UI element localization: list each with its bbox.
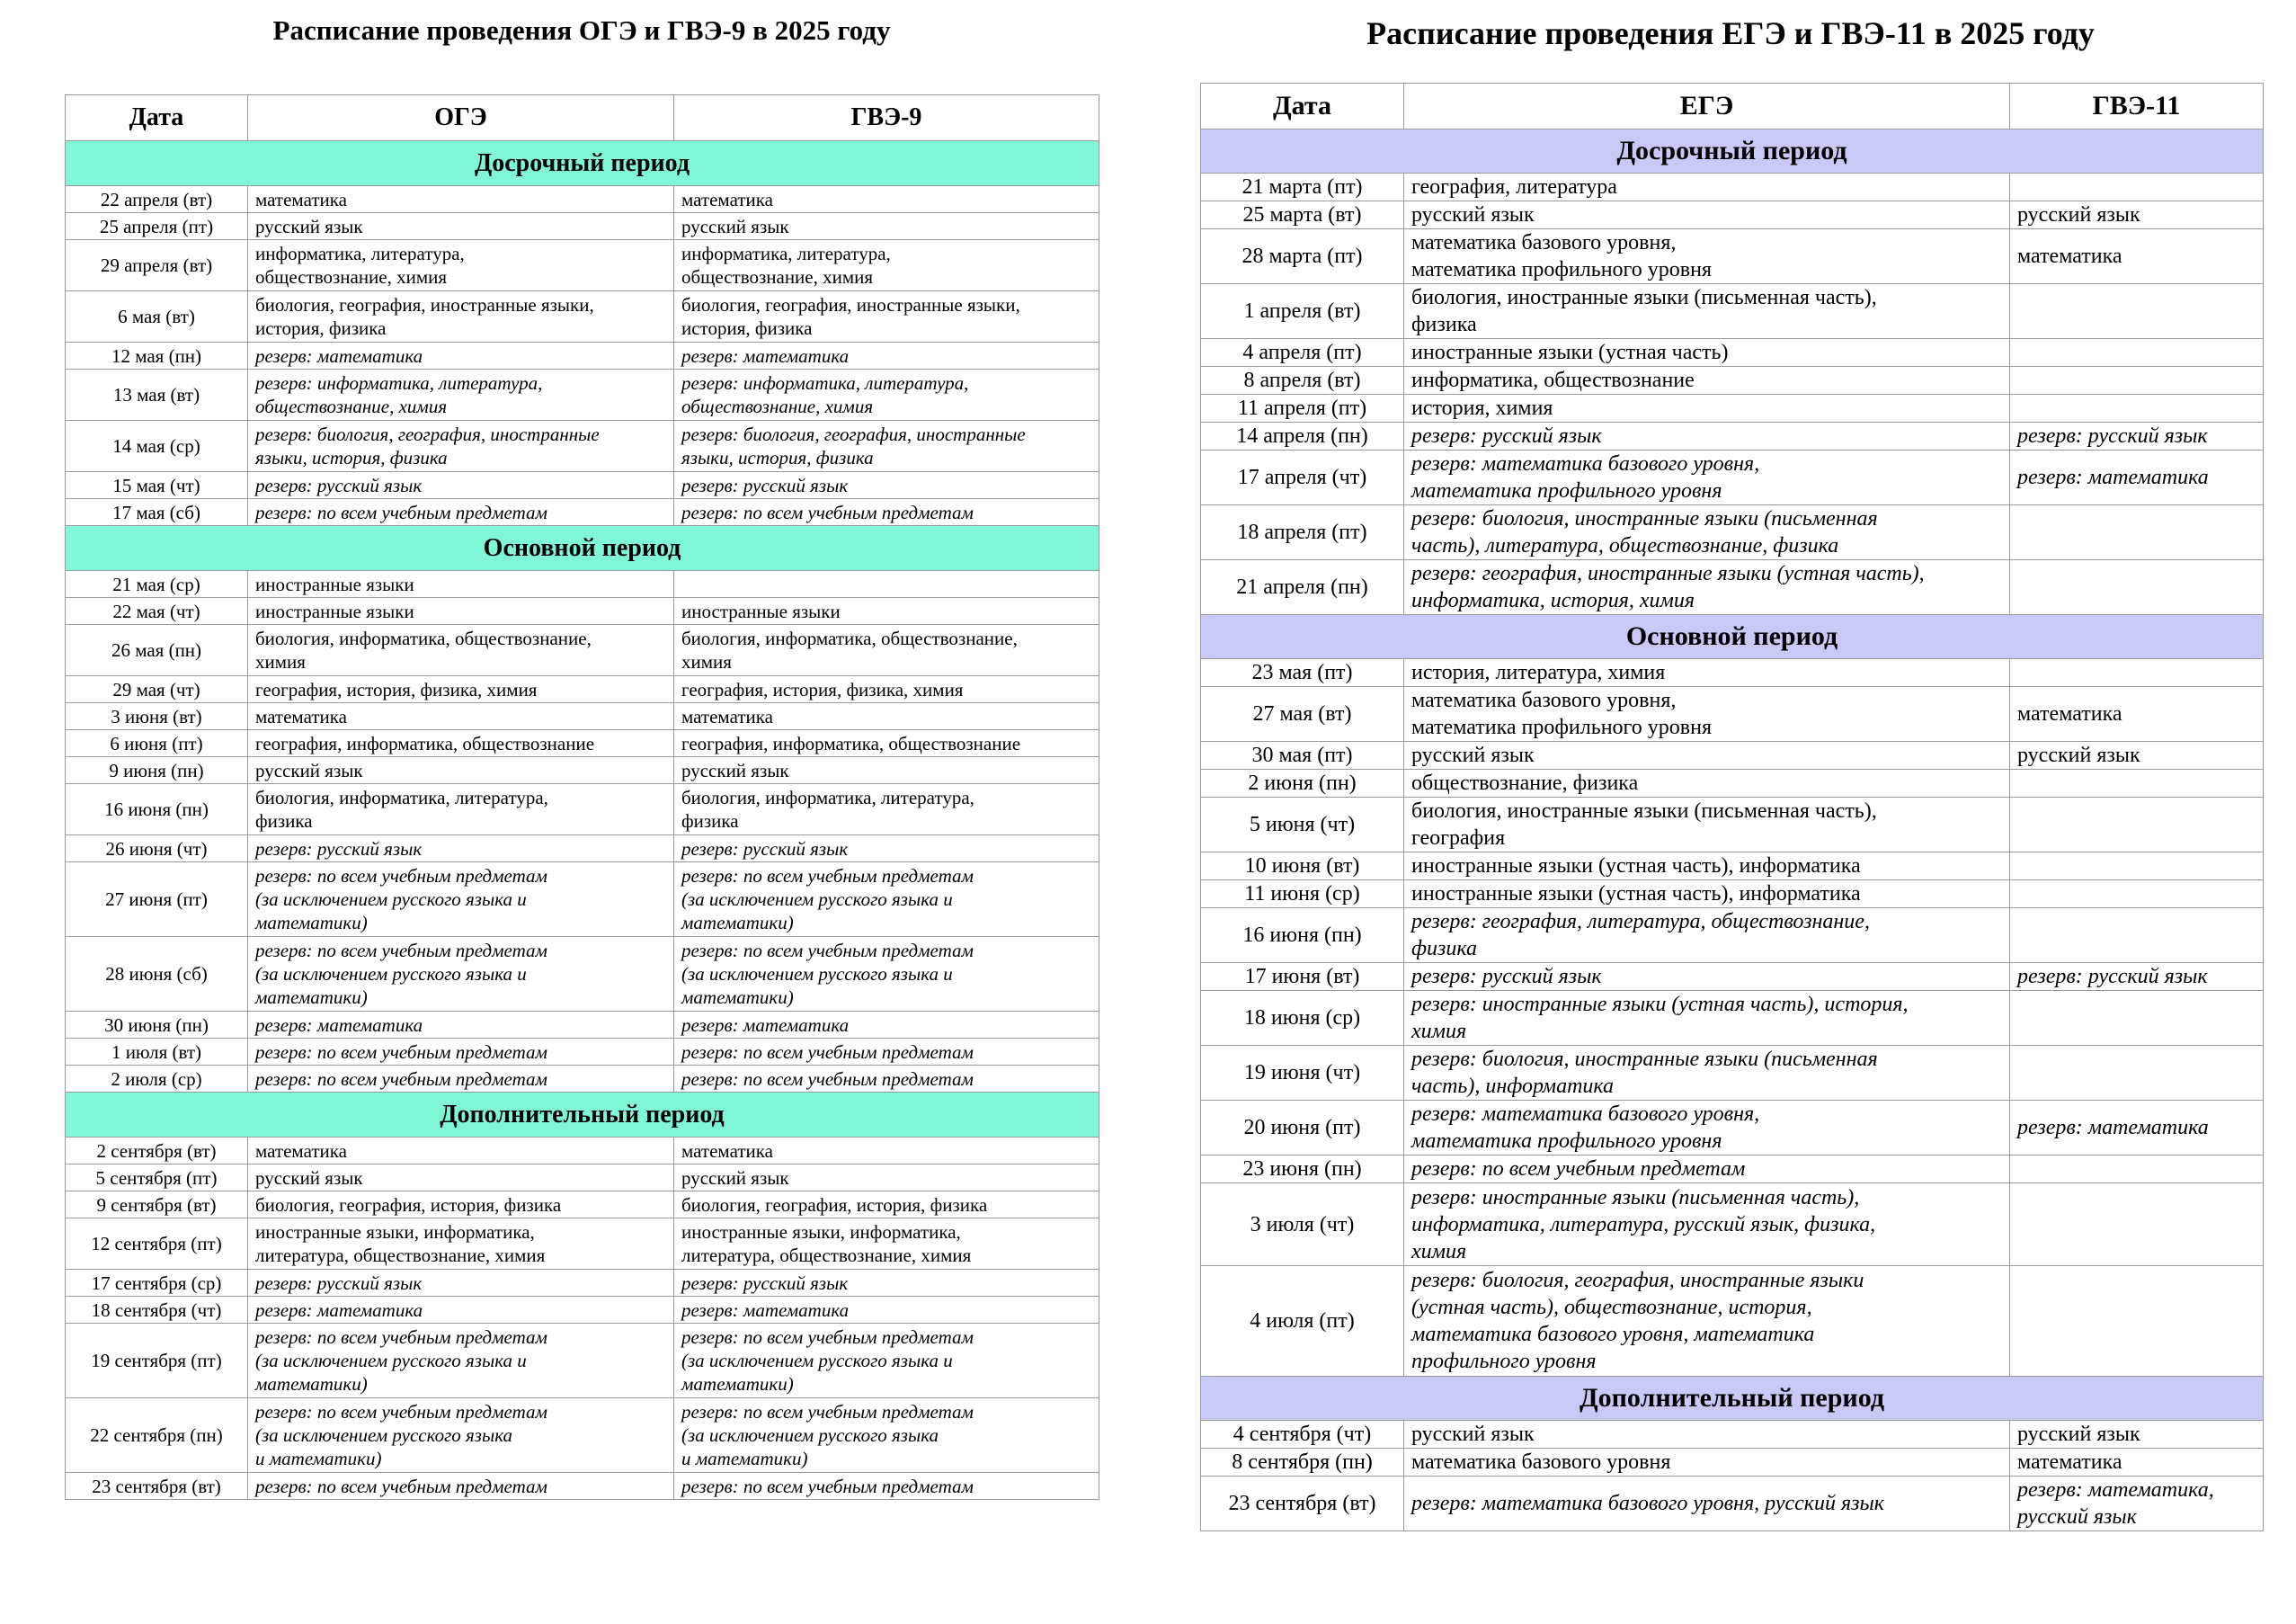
gve-subjects-cell: информатика, литература, обществознание, химия [674, 240, 1099, 291]
table-row [66, 1039, 1099, 1066]
table-row [66, 676, 1099, 703]
date-cell: 18 сентября (чт) [66, 1297, 248, 1324]
exam-subjects-cell: резерв: по всем учебным предметам [248, 1066, 674, 1093]
gve-subjects-cell [2010, 908, 2264, 963]
date-cell: 17 мая (сб) [66, 499, 248, 526]
header-date: Дата [1201, 84, 1404, 129]
exam-subjects-cell: резерв: по всем учебным предметам [1404, 1156, 2010, 1183]
exam-subjects-cell: иностранные языки (устная часть), информатика [1404, 880, 2010, 908]
gve-subjects-cell: резерв: русский язык [674, 1270, 1099, 1297]
exam-subjects-cell: резерв: география, литература, обществознание, физика [1404, 908, 2010, 963]
gve-subjects-cell [2010, 284, 2264, 339]
gve-subjects-cell: резерв: по всем учебным предметам [674, 1039, 1099, 1066]
gve-subjects-cell: русский язык [2010, 742, 2264, 770]
exam-subjects-cell: резерв: по всем учебным предметам (за исключением русского языка и математики) [248, 862, 674, 937]
date-cell: 14 мая (ср) [66, 421, 248, 472]
gve-subjects-cell: резерв: информатика, литература, обществознание, химия [674, 370, 1099, 421]
gve-subjects-cell [2010, 1156, 2264, 1183]
exam-subjects-cell: русский язык [1404, 742, 2010, 770]
table-row [1201, 880, 2264, 908]
table-row [66, 1473, 1099, 1500]
table-row [1201, 1183, 2264, 1266]
table-row [1201, 1266, 2264, 1377]
date-cell: 23 сентября (вт) [1201, 1477, 1404, 1531]
table-row [66, 1138, 1099, 1164]
table-row [66, 835, 1099, 862]
gve-subjects-cell [2010, 395, 2264, 423]
date-cell: 22 сентября (пн) [66, 1398, 248, 1473]
table-row [1201, 1156, 2264, 1183]
ege-schedule-table-panel [1200, 83, 2263, 1531]
table-row [66, 291, 1099, 343]
table-row [66, 421, 1099, 472]
gve-subjects-cell [2010, 659, 2264, 687]
exam-subjects-cell: резерв: русский язык [248, 835, 674, 862]
period-section-row [1201, 615, 2264, 659]
table-row [66, 730, 1099, 757]
gve-subjects-cell: резерв: биология, география, иностранные языки, история, физика [674, 421, 1099, 472]
period-section-label: Дополнительный период [66, 1093, 1099, 1138]
table-row [1201, 505, 2264, 560]
table-row [1201, 659, 2264, 687]
date-cell: 3 июля (чт) [1201, 1183, 1404, 1266]
table-row [66, 499, 1099, 526]
date-cell: 23 мая (пт) [1201, 659, 1404, 687]
table-row [66, 1012, 1099, 1039]
gve-subjects-cell [2010, 880, 2264, 908]
exam-subjects-cell: резерв: по всем учебным предметам (за исключением русского языка и математики) [248, 1398, 674, 1473]
date-cell: 19 сентября (пт) [66, 1324, 248, 1398]
table-row [66, 1191, 1099, 1218]
exam-subjects-cell: география, информатика, обществознание [248, 730, 674, 757]
oge-schedule-title: Расписание проведения ОГЭ и ГВЭ-9 в 2025 году [272, 14, 891, 46]
date-cell: 4 апреля (пт) [1201, 339, 1404, 367]
table-row [66, 370, 1099, 421]
exam-subjects-cell: иностранные языки [248, 598, 674, 625]
date-cell: 26 июня (чт) [66, 835, 248, 862]
date-cell: 25 апреля (пт) [66, 213, 248, 240]
exam-subjects-cell: математика базового уровня [1404, 1449, 2010, 1477]
date-cell: 9 сентября (вт) [66, 1191, 248, 1218]
exam-subjects-cell: математика [248, 186, 674, 213]
gve-subjects-cell [2010, 1183, 2264, 1266]
exam-subjects-cell: математика базового уровня, математика профильного уровня [1404, 229, 2010, 284]
gve-subjects-cell [2010, 174, 2264, 201]
table-row [1201, 339, 2264, 367]
gve-subjects-cell: иностранные языки, информатика, литература, обществознание, химия [674, 1218, 1099, 1270]
table-row [1201, 963, 2264, 991]
oge-schedule-table-panel [65, 94, 1099, 1500]
date-cell: 8 сентября (пн) [1201, 1449, 1404, 1477]
period-section-row [1201, 1377, 2264, 1421]
gve-subjects-cell: география, история, физика, химия [674, 676, 1099, 703]
period-section-label: Дополнительный период [1201, 1377, 2264, 1421]
period-section-label: Досрочный период [66, 141, 1099, 186]
date-cell: 2 июня (пн) [1201, 770, 1404, 798]
gve-subjects-cell: резерв: по всем учебным предметам [674, 1473, 1099, 1500]
date-cell: 30 июня (пн) [66, 1012, 248, 1039]
exam-subjects-cell: обществознание, физика [1404, 770, 2010, 798]
gve-subjects-cell: резерв: по всем учебным предметам [674, 1066, 1099, 1093]
table-row [66, 625, 1099, 676]
date-cell: 6 июня (пт) [66, 730, 248, 757]
gve-subjects-cell: математика [674, 703, 1099, 730]
table-row [66, 1164, 1099, 1191]
date-cell: 5 июня (чт) [1201, 798, 1404, 852]
table-row [1201, 1477, 2264, 1531]
date-cell: 10 июня (вт) [1201, 852, 1404, 880]
period-section-row [66, 526, 1099, 571]
exam-subjects-cell: резерв: география, иностранные языки (устная часть), информатика, история, химия [1404, 560, 2010, 615]
period-section-label: Досрочный период [1201, 129, 2264, 174]
date-cell: 1 апреля (вт) [1201, 284, 1404, 339]
date-cell: 22 мая (чт) [66, 598, 248, 625]
date-cell: 12 мая (пн) [66, 343, 248, 370]
table-row [66, 571, 1099, 598]
exam-subjects-cell: русский язык [1404, 1421, 2010, 1449]
gve-subjects-cell [2010, 505, 2264, 560]
table-row [1201, 687, 2264, 742]
table-row [66, 240, 1099, 291]
gve-subjects-cell [2010, 852, 2264, 880]
exam-subjects-cell: резерв: математика [248, 343, 674, 370]
oge-schedule-table [65, 94, 1099, 1500]
table-row [1201, 284, 2264, 339]
ege-schedule-body [1201, 129, 2264, 1531]
exam-subjects-cell: русский язык [248, 1164, 674, 1191]
gve-subjects-cell: резерв: математика [2010, 1101, 2264, 1156]
exam-subjects-cell: биология, география, иностранные языки, история, физика [248, 291, 674, 343]
date-cell: 21 апреля (пн) [1201, 560, 1404, 615]
gve-subjects-cell [2010, 770, 2264, 798]
exam-subjects-cell: резерв: информатика, литература, обществознание, химия [248, 370, 674, 421]
table-row [1201, 1101, 2264, 1156]
exam-subjects-cell: резерв: русский язык [1404, 963, 2010, 991]
table-row [66, 343, 1099, 370]
gve-subjects-cell: резерв: русский язык [674, 835, 1099, 862]
date-cell: 29 апреля (вт) [66, 240, 248, 291]
date-cell: 6 мая (вт) [66, 291, 248, 343]
gve-subjects-cell: резерв: русский язык [2010, 963, 2264, 991]
date-cell: 19 июня (чт) [1201, 1046, 1404, 1101]
gve-subjects-cell: резерв: математика [674, 1297, 1099, 1324]
exam-subjects-cell: резерв: по всем учебным предметам [248, 1039, 674, 1066]
exam-subjects-cell: математика [248, 1138, 674, 1164]
table-row [1201, 798, 2264, 852]
gve-subjects-cell: иностранные языки [674, 598, 1099, 625]
exam-subjects-cell: резерв: математика [248, 1297, 674, 1324]
table-row [66, 757, 1099, 784]
exam-subjects-cell: резерв: русский язык [1404, 423, 2010, 451]
table-header-row [66, 95, 1099, 141]
table-row [1201, 201, 2264, 229]
table-row [1201, 852, 2264, 880]
ege-schedule-table [1200, 83, 2264, 1531]
table-row [66, 186, 1099, 213]
gve-subjects-cell: биология, география, иностранные языки, история, физика [674, 291, 1099, 343]
gve-subjects-cell [2010, 1266, 2264, 1377]
exam-subjects-cell: резерв: математика [248, 1012, 674, 1039]
exam-subjects-cell: история, литература, химия [1404, 659, 2010, 687]
table-row [1201, 1449, 2264, 1477]
exam-subjects-cell: география, история, физика, химия [248, 676, 674, 703]
period-section-row [66, 1093, 1099, 1138]
gve-subjects-cell: математика [674, 1138, 1099, 1164]
period-section-label: Основной период [66, 526, 1099, 571]
table-row [1201, 560, 2264, 615]
date-cell: 29 мая (чт) [66, 676, 248, 703]
exam-subjects-cell: биология, информатика, литература, физика [248, 784, 674, 835]
gve-subjects-cell: математика [2010, 1449, 2264, 1477]
exam-subjects-cell: история, химия [1404, 395, 2010, 423]
exam-subjects-cell: резерв: биология, иностранные языки (письменная часть), литература, обществознание, физика [1404, 505, 2010, 560]
date-cell: 13 мая (вт) [66, 370, 248, 421]
gve-subjects-cell: математика [2010, 687, 2264, 742]
gve-subjects-cell: биология, информатика, обществознание, химия [674, 625, 1099, 676]
exam-subjects-cell: резерв: математика базового уровня, математика профильного уровня [1404, 1101, 2010, 1156]
gve-subjects-cell: русский язык [2010, 201, 2264, 229]
exam-subjects-cell: иностранные языки, информатика, литература, обществознание, химия [248, 1218, 674, 1270]
gve-subjects-cell: математика [674, 186, 1099, 213]
gve-subjects-cell: русский язык [2010, 1421, 2264, 1449]
table-row [66, 784, 1099, 835]
oge-schedule-body [66, 141, 1099, 1500]
period-section-label: Основной период [1201, 615, 2264, 659]
date-cell: 5 сентября (пт) [66, 1164, 248, 1191]
date-cell: 23 июня (пн) [1201, 1156, 1404, 1183]
exam-subjects-cell: резерв: по всем учебным предметам (за исключением русского языка и математики) [248, 1324, 674, 1398]
header-gve9: ГВЭ-9 [674, 95, 1099, 141]
exam-subjects-cell: резерв: иностранные языки (устная часть), история, химия [1404, 991, 2010, 1046]
date-cell: 2 июля (ср) [66, 1066, 248, 1093]
exam-subjects-cell: география, литература [1404, 174, 2010, 201]
gve-subjects-cell: география, информатика, обществознание [674, 730, 1099, 757]
exam-subjects-cell: иностранные языки (устная часть), информатика [1404, 852, 2010, 880]
exam-subjects-cell: резерв: биология, география, иностранные языки, история, физика [248, 421, 674, 472]
exam-subjects-cell: резерв: русский язык [248, 1270, 674, 1297]
table-header-row [1201, 84, 2264, 129]
gve-subjects-cell: биология, география, история, физика [674, 1191, 1099, 1218]
date-cell: 25 марта (вт) [1201, 201, 1404, 229]
gve-subjects-cell: резерв: математика, русский язык [2010, 1477, 2264, 1531]
exam-subjects-cell: биология, иностранные языки (письменная часть), физика [1404, 284, 2010, 339]
ege-schedule-title: Расписание проведения ЕГЭ и ГВЭ-11 в 2025 году [1366, 15, 2095, 51]
date-cell: 16 июня (пн) [66, 784, 248, 835]
exam-subjects-cell: русский язык [248, 757, 674, 784]
date-cell: 28 марта (пт) [1201, 229, 1404, 284]
date-cell: 20 июня (пт) [1201, 1101, 1404, 1156]
date-cell: 4 июля (пт) [1201, 1266, 1404, 1377]
exam-subjects-cell: иностранные языки [248, 571, 674, 598]
gve-subjects-cell [2010, 367, 2264, 395]
table-row [1201, 451, 2264, 505]
exam-subjects-cell: биология, иностранные языки (письменная часть), география [1404, 798, 2010, 852]
date-cell: 4 сентября (чт) [1201, 1421, 1404, 1449]
table-row [66, 1218, 1099, 1270]
date-cell: 16 июня (пн) [1201, 908, 1404, 963]
exam-subjects-cell: резерв: по всем учебным предметам [248, 1473, 674, 1500]
gve-subjects-cell: биология, информатика, литература, физика [674, 784, 1099, 835]
table-row [1201, 770, 2264, 798]
exam-subjects-cell: резерв: биология, иностранные языки (письменная часть), информатика [1404, 1046, 2010, 1101]
date-cell: 18 июня (ср) [1201, 991, 1404, 1046]
table-row [1201, 908, 2264, 963]
date-cell: 17 июня (вт) [1201, 963, 1404, 991]
header-ege: ЕГЭ [1404, 84, 2010, 129]
header-oge: ОГЭ [248, 95, 674, 141]
exam-subjects-cell: русский язык [1404, 201, 2010, 229]
table-row [66, 1324, 1099, 1398]
header-gve11: ГВЭ-11 [2010, 84, 2264, 129]
date-cell: 23 сентября (вт) [66, 1473, 248, 1500]
gve-subjects-cell: математика [2010, 229, 2264, 284]
header-date: Дата [66, 95, 248, 141]
gve-subjects-cell: резерв: по всем учебным предметам [674, 499, 1099, 526]
date-cell: 27 июня (пт) [66, 862, 248, 937]
gve-subjects-cell [2010, 560, 2264, 615]
table-row [66, 703, 1099, 730]
table-row [1201, 423, 2264, 451]
table-row [1201, 991, 2264, 1046]
date-cell: 1 июля (вт) [66, 1039, 248, 1066]
gve-subjects-cell: русский язык [674, 757, 1099, 784]
gve-subjects-cell [2010, 991, 2264, 1046]
date-cell: 21 мая (ср) [66, 571, 248, 598]
date-cell: 15 мая (чт) [66, 472, 248, 499]
table-row [1201, 367, 2264, 395]
exam-subjects-cell: резерв: биология, география, иностранные языки (устная часть), обществознание, история, математика базового уровня, математика профильного уровня [1404, 1266, 2010, 1377]
exam-subjects-cell: математика базового уровня, математика профильного уровня [1404, 687, 2010, 742]
exam-subjects-cell: математика [248, 703, 674, 730]
exam-subjects-cell: резерв: по всем учебным предметам (за исключением русского языка и математики) [248, 937, 674, 1012]
period-section-row [1201, 129, 2264, 174]
gve-subjects-cell: резерв: математика [674, 1012, 1099, 1039]
exam-subjects-cell: информатика, обществознание [1404, 367, 2010, 395]
gve-subjects-cell: резерв: математика [2010, 451, 2264, 505]
table-row [1201, 1046, 2264, 1101]
date-cell: 11 июня (ср) [1201, 880, 1404, 908]
date-cell: 3 июня (вт) [66, 703, 248, 730]
gve-subjects-cell [674, 571, 1099, 598]
gve-subjects-cell [2010, 1046, 2264, 1101]
table-row [66, 472, 1099, 499]
exam-subjects-cell: биология, география, история, физика [248, 1191, 674, 1218]
table-row [66, 598, 1099, 625]
gve-subjects-cell: резерв: русский язык [2010, 423, 2264, 451]
table-row [1201, 742, 2264, 770]
date-cell: 14 апреля (пн) [1201, 423, 1404, 451]
exam-subjects-cell: биология, информатика, обществознание, химия [248, 625, 674, 676]
date-cell: 18 апреля (пт) [1201, 505, 1404, 560]
gve-subjects-cell [2010, 339, 2264, 367]
exam-subjects-cell: резерв: математика базового уровня, русский язык [1404, 1477, 2010, 1531]
date-cell: 17 сентября (ср) [66, 1270, 248, 1297]
exam-subjects-cell: русский язык [248, 213, 674, 240]
gve-subjects-cell: резерв: по всем учебным предметам (за исключением русского языка и математики) [674, 862, 1099, 937]
table-row [66, 1066, 1099, 1093]
gve-subjects-cell: резерв: по всем учебным предметам (за исключением русского языка и математики) [674, 1398, 1099, 1473]
table-row [66, 213, 1099, 240]
date-cell: 17 апреля (чт) [1201, 451, 1404, 505]
gve-subjects-cell: резерв: математика [674, 343, 1099, 370]
date-cell: 22 апреля (вт) [66, 186, 248, 213]
table-row [66, 1270, 1099, 1297]
gve-subjects-cell: резерв: русский язык [674, 472, 1099, 499]
table-row [66, 937, 1099, 1012]
table-row [66, 862, 1099, 937]
exam-subjects-cell: резерв: по всем учебным предметам [248, 499, 674, 526]
table-row [1201, 1421, 2264, 1449]
exam-subjects-cell: резерв: иностранные языки (письменная часть), информатика, литература, русский язык, физика, химия [1404, 1183, 2010, 1266]
exam-subjects-cell: резерв: математика базового уровня, математика профильного уровня [1404, 451, 2010, 505]
gve-subjects-cell: русский язык [674, 213, 1099, 240]
date-cell: 21 марта (пт) [1201, 174, 1404, 201]
date-cell: 27 мая (вт) [1201, 687, 1404, 742]
table-row [1201, 395, 2264, 423]
exam-subjects-cell: иностранные языки (устная часть) [1404, 339, 2010, 367]
date-cell: 28 июня (сб) [66, 937, 248, 1012]
date-cell: 26 мая (пн) [66, 625, 248, 676]
gve-subjects-cell: русский язык [674, 1164, 1099, 1191]
table-row [66, 1297, 1099, 1324]
gve-subjects-cell [2010, 798, 2264, 852]
period-section-row [66, 141, 1099, 186]
exam-subjects-cell: информатика, литература, обществознание, химия [248, 240, 674, 291]
table-row [1201, 229, 2264, 284]
table-row [1201, 174, 2264, 201]
exam-subjects-cell: резерв: русский язык [248, 472, 674, 499]
gve-subjects-cell: резерв: по всем учебным предметам (за исключением русского языка и математики) [674, 937, 1099, 1012]
table-row [66, 1398, 1099, 1473]
date-cell: 2 сентября (вт) [66, 1138, 248, 1164]
date-cell: 30 мая (пт) [1201, 742, 1404, 770]
date-cell: 8 апреля (вт) [1201, 367, 1404, 395]
date-cell: 9 июня (пн) [66, 757, 248, 784]
gve-subjects-cell: резерв: по всем учебным предметам (за исключением русского языка и математики) [674, 1324, 1099, 1398]
date-cell: 12 сентября (пт) [66, 1218, 248, 1270]
date-cell: 11 апреля (пт) [1201, 395, 1404, 423]
